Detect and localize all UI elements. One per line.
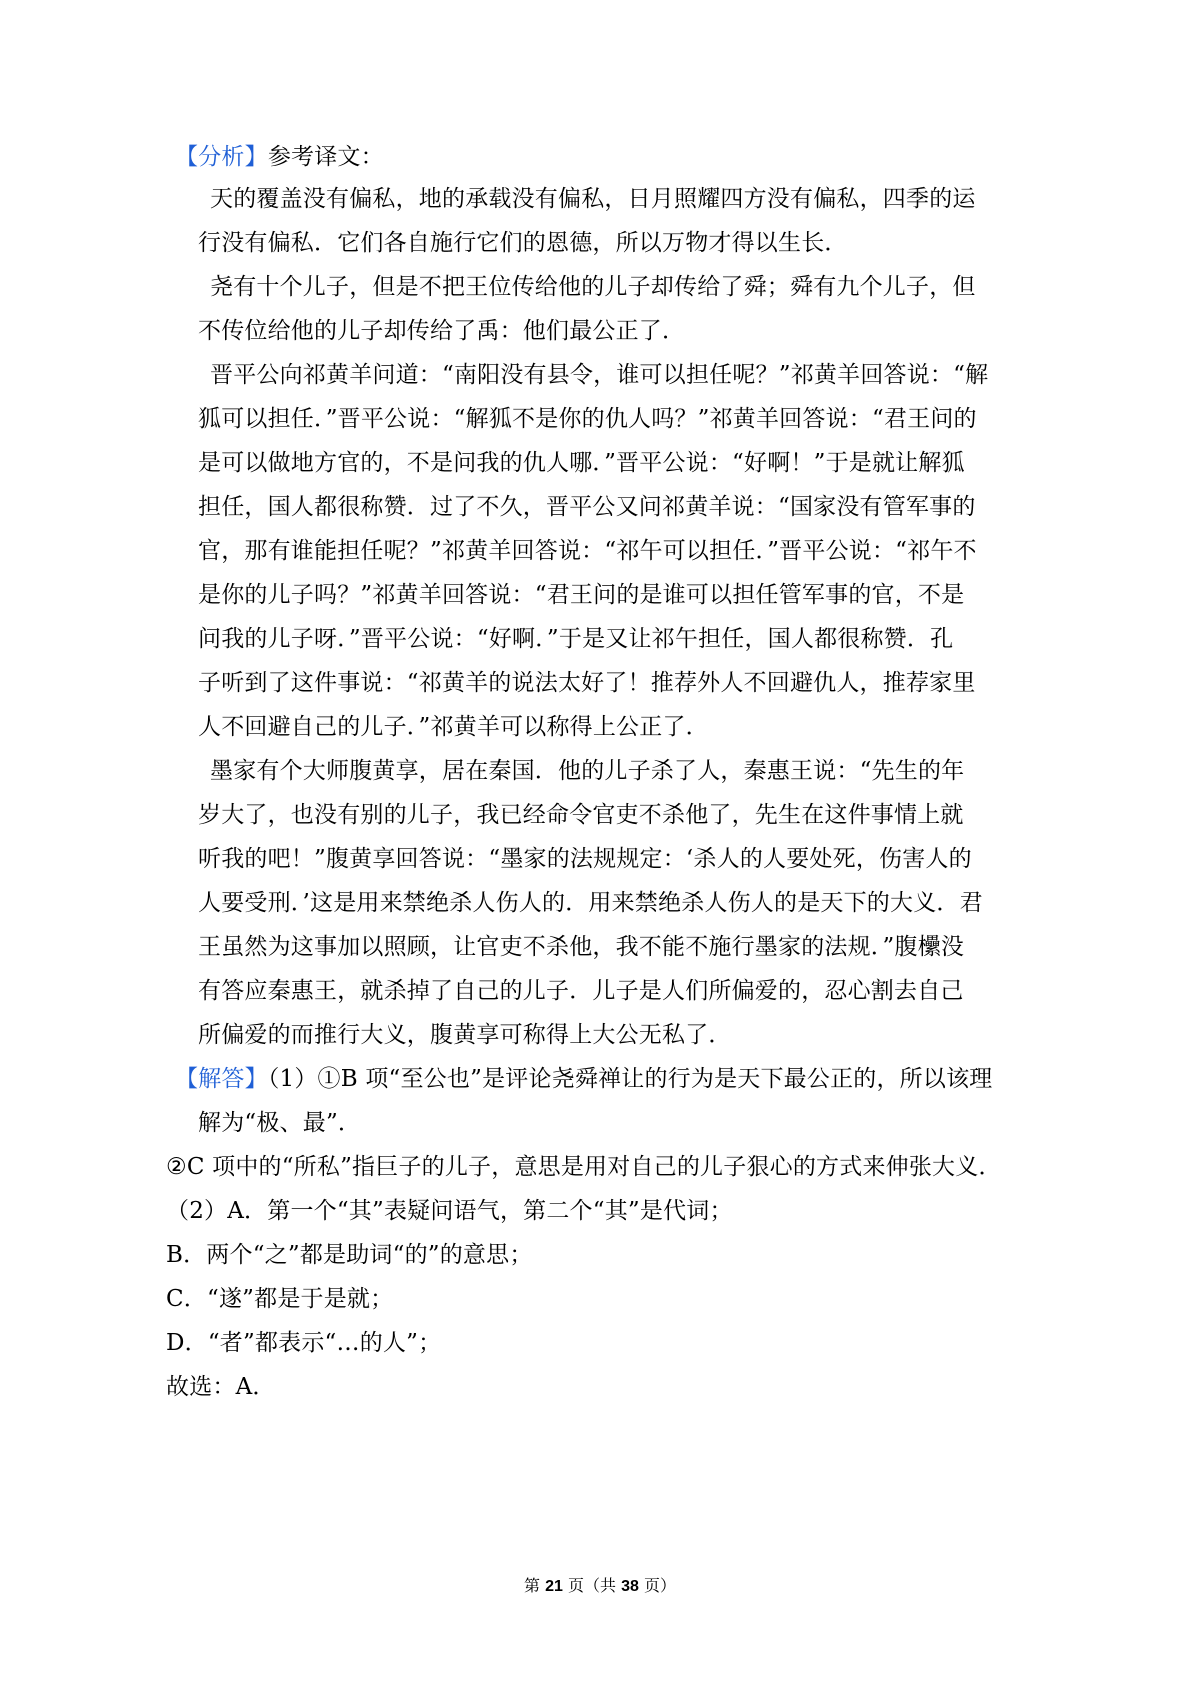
analysis-heading-text: 参考译文： — [267, 144, 384, 170]
translation-line: 不传位给他的儿子却传给了禹：他们最公正了． — [198, 318, 686, 344]
translation-line: 天的覆盖没有偏私，地的承载没有偏私，日月照耀四方没有偏私，四季的运 — [210, 186, 976, 212]
page-number: 21 — [545, 1578, 563, 1595]
answer-line-3: ②C 项中的“所私”指巨子的儿子，意思是用对自己的儿子狠心的方式来伸张大义． — [166, 1154, 1002, 1180]
answer-line-2: 解为“极、最”． — [198, 1110, 362, 1136]
answer-line-6: C．“遂”都是于是就； — [166, 1286, 394, 1312]
answer-line-1 — [175, 1064, 992, 1094]
translation-line: 人要受刑．’这是用来禁绝杀人伤人的．用来禁绝杀人伤人的是天下的大义．君 — [198, 890, 983, 916]
answer-line-4: （2）A．第一个“其”表疑问语气，第二个“其”是代词； — [166, 1198, 733, 1224]
translation-line: 有答应秦惠王，就杀掉了自己的儿子．儿子是人们所偏爱的，忍心割去自己 — [198, 978, 964, 1004]
translation-line: 听我的吧！”腹黄享回答说：“墨家的法规规定：‘杀人的人要处死，伤害人的 — [198, 846, 972, 872]
translation-line: 所偏爱的而推行大义，腹黄享可称得上大公无私了． — [198, 1022, 732, 1048]
answer-line-7: D．“者”都表示“…的人”； — [166, 1330, 442, 1356]
translation-line: 是你的儿子吗？”祁黄羊回答说：“君王问的是谁可以担任管军事的官，不是 — [198, 582, 965, 608]
translation-line: 王虽然为这事加以照顾，让官吏不杀他，我不能不施行墨家的法规．”腹欙没 — [198, 934, 965, 960]
analysis-tag: 【分析】 — [175, 144, 268, 170]
translation-line: 问我的儿子呀．”晋平公说：“好啊．”于是又让祁午担任，国人都很称赞．孔 — [198, 626, 954, 652]
page-footer — [0, 1575, 1200, 1598]
translation-line: 担任，国人都很称赞．过了不久，晋平公又问祁黄羊说：“国家没有管军事的 — [198, 494, 976, 520]
translation-line: 尧有十个儿子，但是不把王位传给他的儿子却传给了舜；舜有九个儿子，但 — [210, 274, 976, 300]
answer-tag: 【解答】 — [175, 1066, 268, 1092]
translation-line: 人不回避自己的儿子．”祁黄羊可以称得上公正了． — [198, 714, 709, 740]
translation-line: 是可以做地方官的，不是问我的仇人哪．”晋平公说：“好啊！”于是就让解狐 — [198, 450, 965, 476]
footer-middle: 页（共 — [567, 1576, 616, 1595]
translation-line: 官，那有谁能担任呢？”祁黄羊回答说：“祁午可以担任．”晋平公说：“祁午不 — [198, 538, 977, 564]
footer-suffix: 页） — [643, 1576, 676, 1595]
translation-line: 墨家有个大师腹黄享，居在秦国．他的儿子杀了人，秦惠王说：“先生的年 — [210, 758, 965, 784]
translation-line: 晋平公向祁黄羊问道：“南阳没有县令，谁可以担任呢？”祁黄羊回答说：“解 — [210, 362, 989, 388]
translation-line: 行没有偏私．它们各自施行它们的恩德，所以万物才得以生长． — [198, 230, 848, 256]
translation-line: 岁大了，也没有别的儿子，我已经命令官吏不杀他了，先生在这件事情上就 — [198, 802, 964, 828]
answer-line-8: 故选：A． — [166, 1374, 276, 1400]
answer-text: （1）①B 项“至公也”是评论尧舜禅让的行为是天下最公正的，所以该理 — [267, 1066, 993, 1092]
footer-prefix: 第 — [523, 1576, 540, 1595]
translation-line: 子听到了这件事说：“祁黄羊的说法太好了！推荐外人不回避仇人，推荐家里 — [198, 670, 976, 696]
translation-line: 狐可以担任．”晋平公说：“解狐不是你的仇人吗？”祁黄羊回答说：“君王问的 — [198, 406, 977, 432]
analysis-heading — [175, 142, 384, 172]
answer-line-5: B．两个“之”都是助词“的”的意思； — [166, 1242, 533, 1268]
total-pages: 38 — [621, 1578, 639, 1595]
